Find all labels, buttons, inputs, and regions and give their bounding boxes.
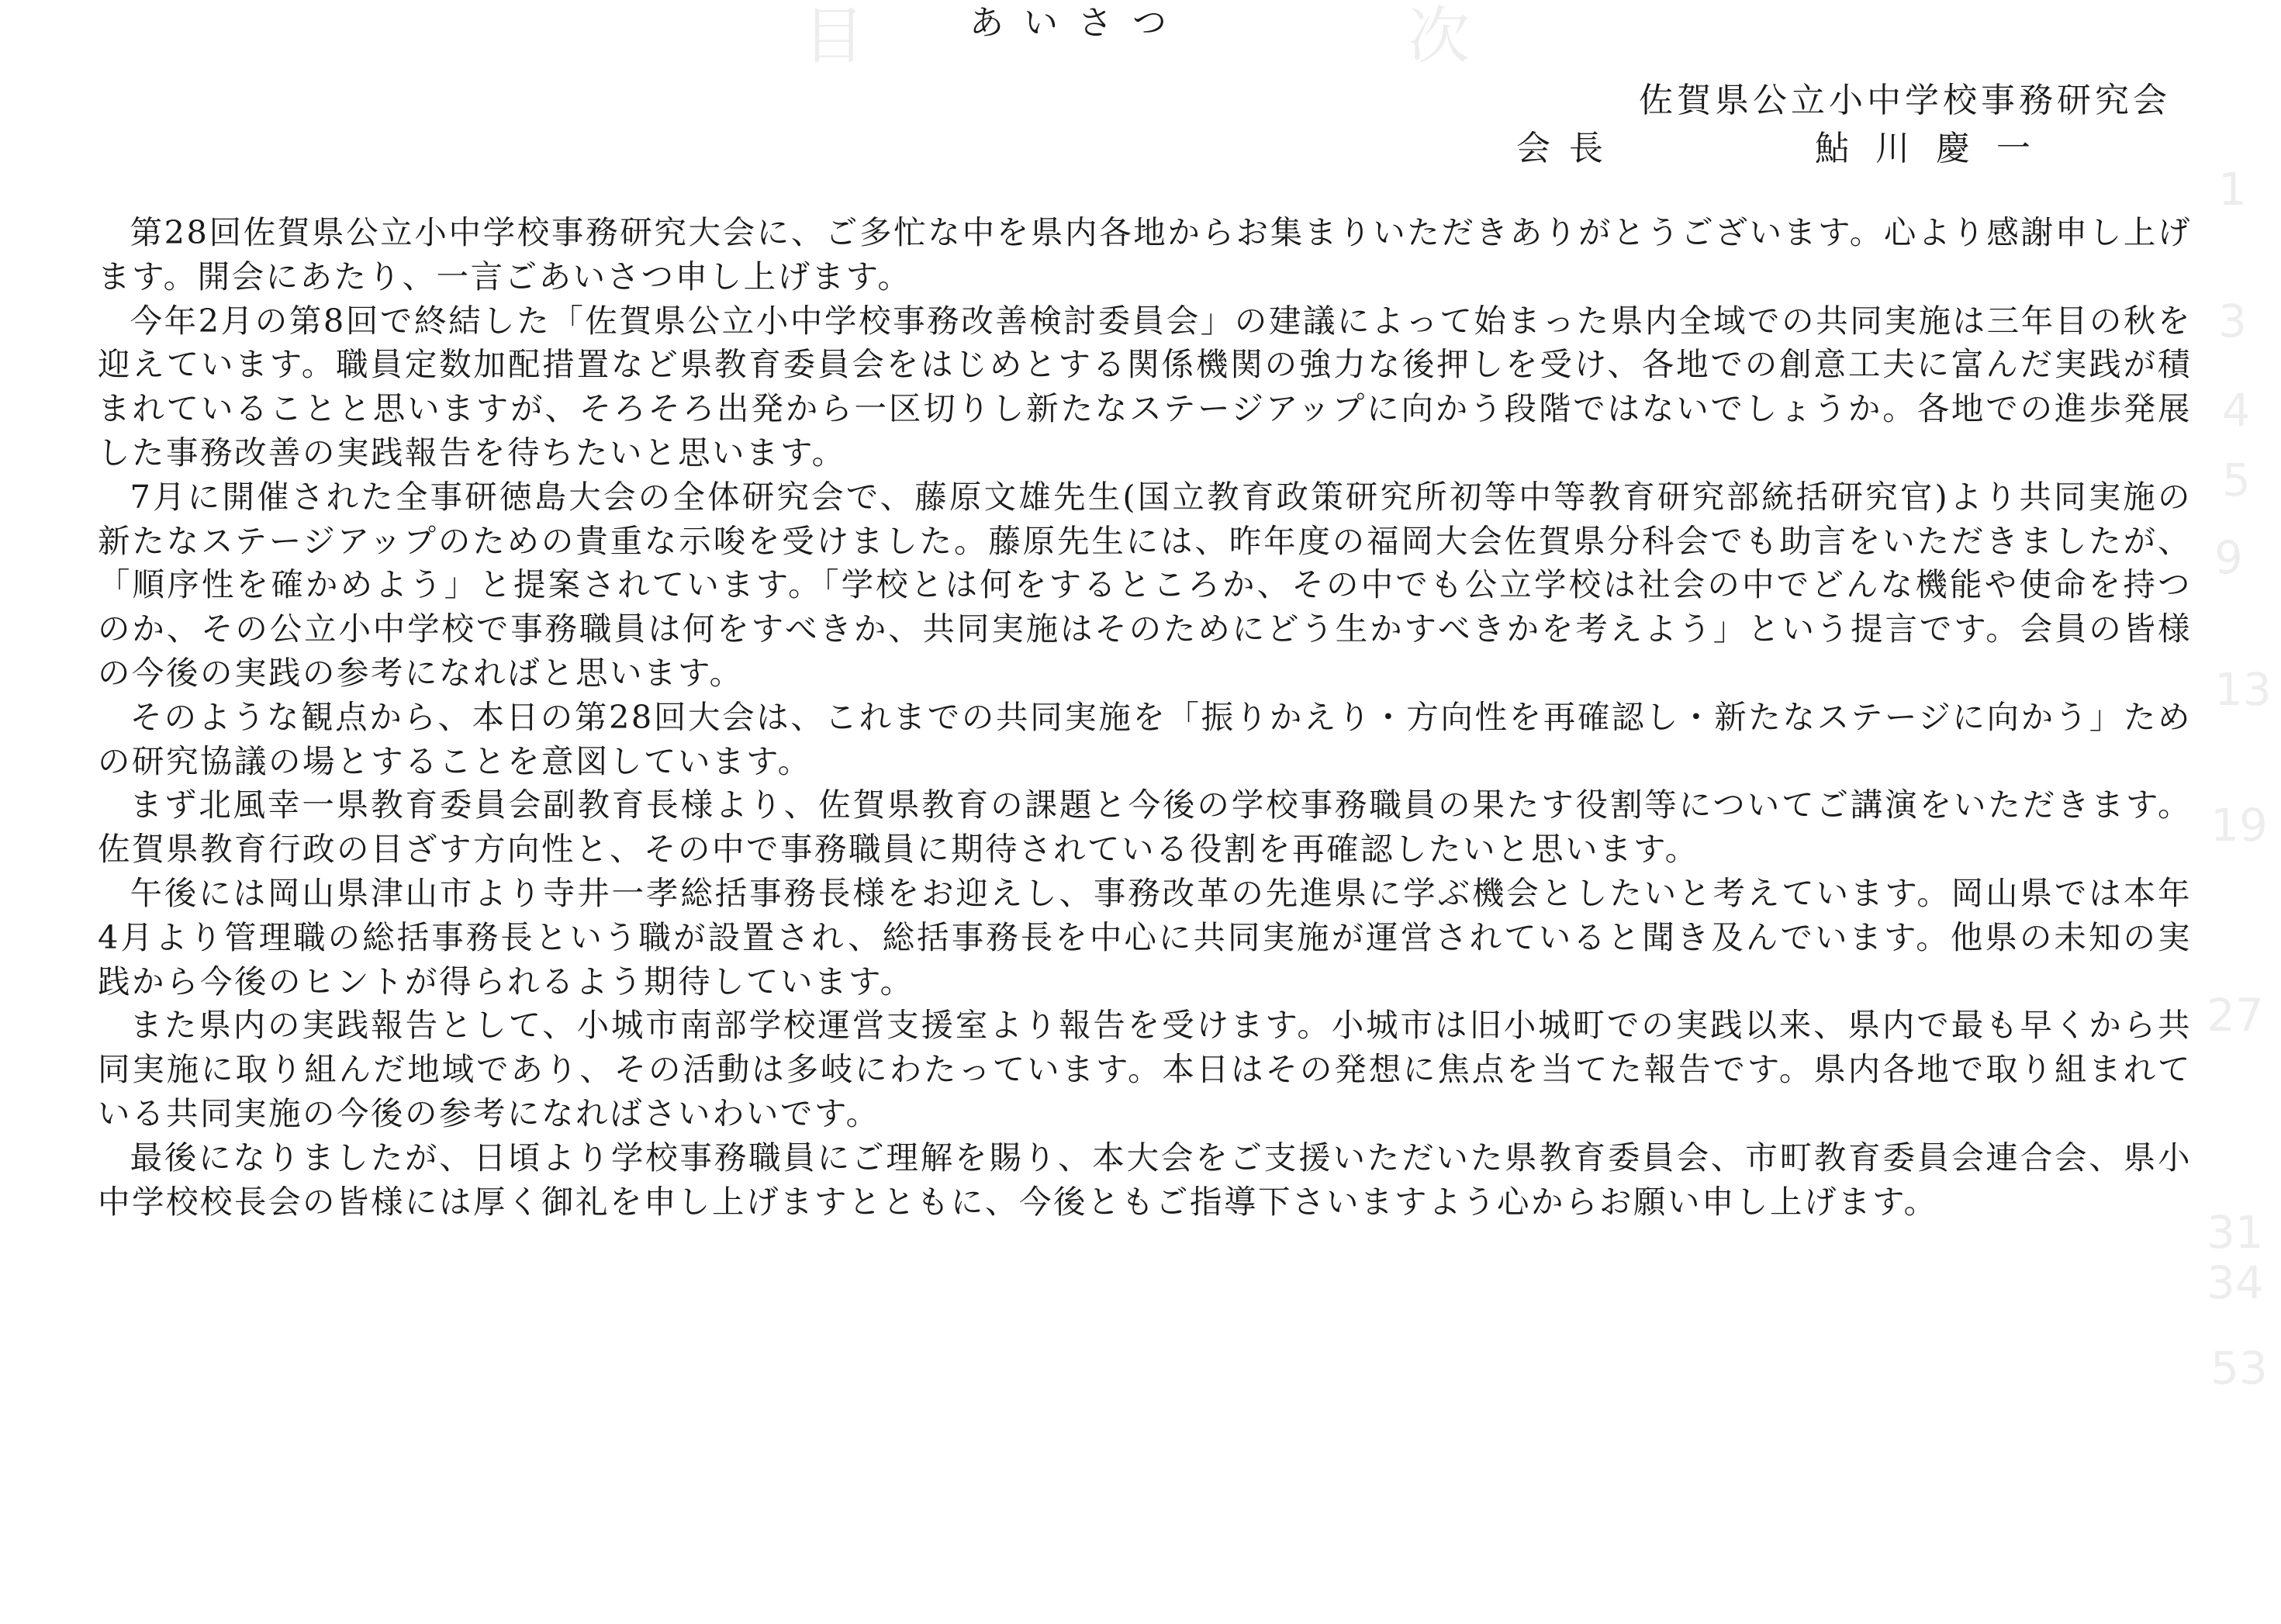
bleed-through-mark: 53 <box>2210 1342 2268 1394</box>
body-paragraph: そのような観点から、本日の第28回大会は、これまでの共同実施を「振りかえり・方向性を再確認し・新たなステージに向かう」ための研究協議の場とすることを意図しています。 <box>98 697 2192 780</box>
bleed-through-mark: 27 <box>2207 989 2264 1042</box>
bleed-through-mark: 34 <box>2207 1256 2264 1309</box>
body-paragraph: また県内の実践報告として、小城市南部学校運営支援室より報告を受けます。小城市は旧小城町での実践以来、県内で最も早くから共同実施に取り組んだ地域であり、その活動は多岐にわたっています。本日はその発想に焦点を当てた報告です。県内各地で取り組まれている共同実施の今後の参考になればさいわいです。 <box>98 1006 2192 1132</box>
bleed-through-mark: 31 <box>2207 1206 2264 1259</box>
body-paragraph: 最後になりましたが、日頃より学校事務職員にご理解を賜り、本大会をご支援いただいた県教育委員会、市町教育委員会連合会、県小中学校校長会の皆様には厚く御礼を申し上げますとともに、今後ともご指導下さいますよう心からお願い申し上げます。 <box>98 1138 2192 1221</box>
body-paragraph: 第28回佐賀県公立小中学校事務研究大会に、ご多忙な中を県内各地からお集まりいただきありがとうございます。心より感謝申し上げます。開会にあたり、一言ごあいさつ申し上げます。 <box>98 213 2192 295</box>
body-paragraph: 午後には岡山県津山市より寺井一孝総括事務長様をお迎えし、事務改革の先進県に学ぶ機会としたいと考えています。岡山県では本年4月より管理職の総括事務長という職が設置され、総括事務長を中心に共同実施が運営されていると聞き及んでいます。他県の未知の実践から今後のヒントが得られるよう期待しています。 <box>98 873 2192 1000</box>
author-role: 会長 <box>1516 129 1622 168</box>
bleed-through-mark: 13 <box>2214 663 2272 716</box>
bleed-through-mark: 19 <box>2210 799 2268 852</box>
document-body <box>98 211 2192 1224</box>
bleed-through-mark: 1 <box>2218 163 2247 216</box>
body-paragraph: 7月に開催された全事研徳島大会の全体研究会で、藤原文雄先生(国立教育政策研究所初等中等教育研究部統括研究官)より共同実施の新たなステージアップのための貴重な示唆を受けました。藤原先生には、昨年度の福岡大会佐賀県分科会でも助言をいただきましたが、「順序性を確かめよう」と提案されています。「学校とは何をするところか、その中でも公立学校は社会の中でどんな機能や使命を持つのか、その公立小中学校で事務職員は何をすべきか、共同実施はそのためにどう生かすべきかを考えよう」という提言です。会員の皆様の今後の実践の参考になればと思います。 <box>98 477 2192 692</box>
document-title: あいさつ <box>969 3 1187 43</box>
body-paragraph: 今年2月の第8回で終結した「佐賀県公立小中学校事務改善検討委員会」の建議によって始まった県内全域での共同実施は三年目の秋を迎えています。職員定数加配措置など県教育委員会をはじめとする関係機関の強力な後押しを受け、各地での創意工夫に富んだ実践が積まれていることと思いますが、そろそろ出発から一区切りし新たなステージアップに向かう段階ではないでしょうか。各地での進歩発展した事務改善の実践報告を待ちたいと思います。 <box>98 301 2192 472</box>
bleed-through-mark: 9 <box>2214 531 2243 584</box>
bleed-through-mark: 5 <box>2222 454 2251 506</box>
author-line <box>1516 127 2057 171</box>
bleed-through-mark: 目 <box>803 0 865 72</box>
author-name: 鮎川慶一 <box>1815 129 2057 168</box>
body-paragraph: まず北風幸一県教育委員会副教育長様より、佐賀県教育の課題と今後の学校事務職員の果たす役割等についてご講演をいただきます。佐賀県教育行政の目ざす方向性と、その中で事務職員に期待されている役割を再確認したいと思います。 <box>98 786 2192 869</box>
bleed-through-mark: 次 <box>1408 0 1470 72</box>
author-organization: 佐賀県公立小中学校事務研究会 <box>1639 81 2171 120</box>
bleed-through-mark: 3 <box>2218 295 2247 347</box>
bleed-through-mark: 4 <box>2222 384 2251 437</box>
